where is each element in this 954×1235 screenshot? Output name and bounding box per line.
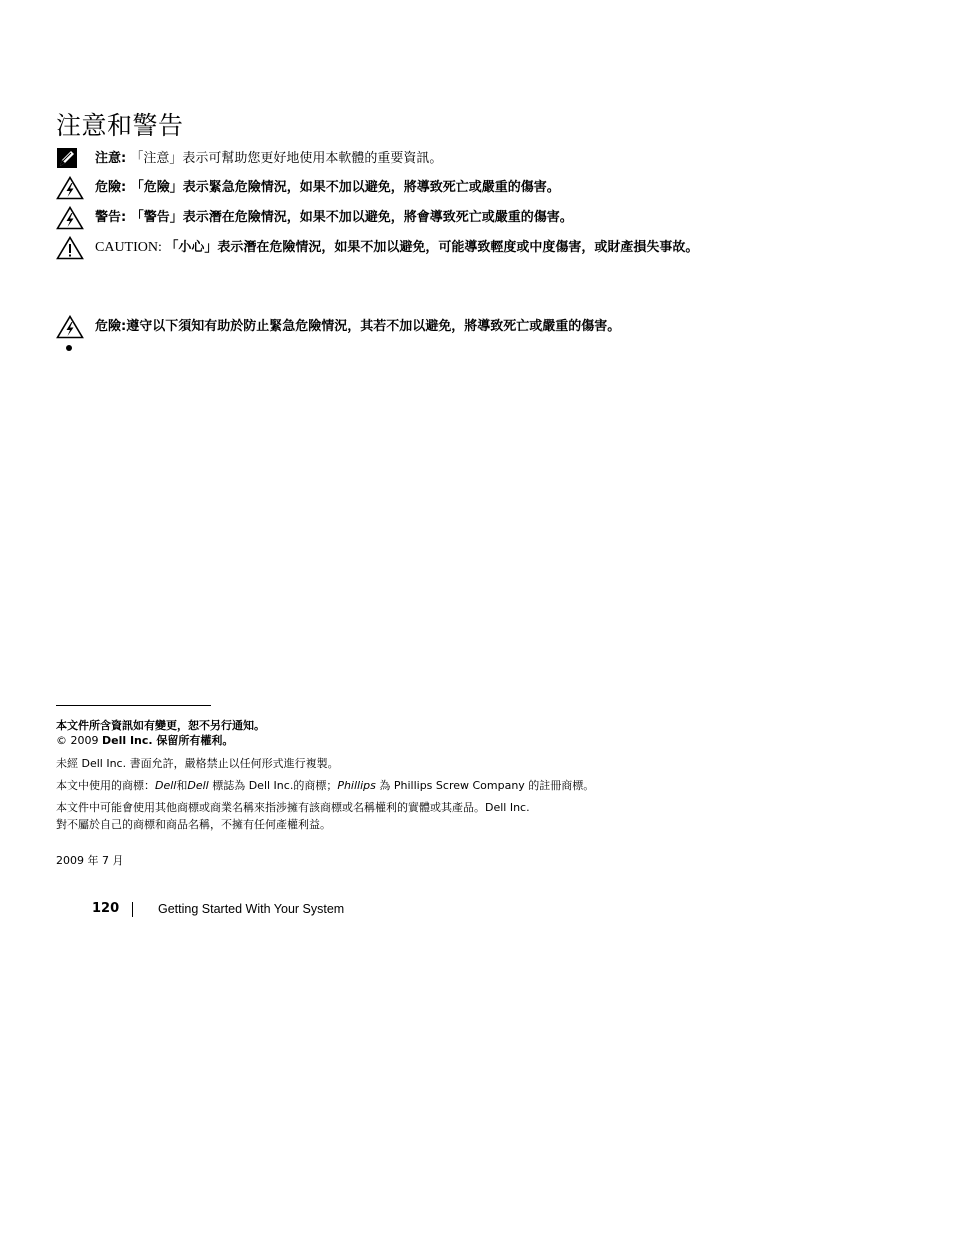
trademark-notice bbox=[56, 778, 594, 793]
copyright-year: 2009 bbox=[67, 734, 102, 747]
danger-label: 危險: bbox=[95, 180, 127, 195]
danger-text: 「危險」表示緊急危險情況，如果不加以避免，將導致死亡或嚴重的傷害。 bbox=[130, 180, 560, 195]
page-title: 注意和警告 bbox=[56, 111, 184, 140]
safety-danger-label: 危險: bbox=[95, 319, 127, 334]
lightning-warning-icon bbox=[56, 176, 84, 200]
copyright-rights: Dell Inc. 保留所有權利。 bbox=[102, 734, 234, 747]
trademark-text-d: 為 Phillips Screw Company 的註冊商標。 bbox=[375, 779, 595, 792]
lightning-warning-icon bbox=[56, 315, 84, 339]
publication-date: 2009 年 7 月 bbox=[56, 854, 124, 867]
footnote-notice: 本文件所含資訊如有變更，恕不另行通知。 bbox=[56, 719, 265, 732]
caution-text: 「小心」表示潛在危險情況，如果不加以避免，可能導致輕度或中度傷害，或財產損失事故。 bbox=[165, 240, 699, 255]
trademark-phillips: Phillips bbox=[337, 779, 376, 792]
footnote-divider bbox=[56, 705, 211, 706]
trademark-text-a: 本文中使用的商標： bbox=[56, 779, 155, 792]
other-trademarks-line1: 本文件中可能會使用其他商標或商業名稱來指涉擁有該商標或名稱權利的實體或其產品。Dell Inc. bbox=[56, 801, 530, 814]
copyright-line bbox=[56, 733, 233, 748]
warning-notice bbox=[56, 206, 573, 230]
page-number: 120 bbox=[92, 901, 120, 916]
footer-separator bbox=[132, 902, 133, 917]
reproduction-notice: 未經 Dell Inc. 書面允許，嚴格禁止以任何形式進行複製。 bbox=[56, 757, 339, 770]
caution-label: CAUTION: bbox=[95, 240, 166, 255]
exclamation-triangle-icon bbox=[56, 236, 84, 260]
other-trademarks-line2: 對不屬於自己的商標和商品名稱，不擁有任何產權利益。 bbox=[56, 818, 331, 831]
trademark-dell: Dell bbox=[155, 779, 177, 792]
trademark-text-c: 標誌為 Dell Inc.的商標； bbox=[208, 779, 338, 792]
copyright-symbol: © bbox=[56, 734, 67, 747]
pencil-note-icon bbox=[56, 147, 84, 171]
warning-label: 警告: bbox=[95, 210, 127, 225]
safety-danger-text: 遵守以下須知有助於防止緊急危險情況，其若不加以避免，將導致死亡或嚴重的傷害。 bbox=[126, 319, 621, 334]
list-bullet bbox=[66, 345, 72, 351]
trademark-dell-logo: Dell bbox=[187, 779, 209, 792]
note-text: 「注意」表示可幫助您更好地使用本軟體的重要資訊。 bbox=[130, 151, 443, 166]
note-notice bbox=[56, 147, 442, 171]
trademark-text-b: 和 bbox=[176, 779, 188, 792]
danger-notice bbox=[56, 176, 560, 200]
safety-danger-notice bbox=[56, 315, 620, 339]
warning-text: 「警告」表示潛在危險情況，如果不加以避免，將會導致死亡或嚴重的傷害。 bbox=[130, 210, 573, 225]
lightning-warning-icon bbox=[56, 206, 84, 230]
caution-notice bbox=[56, 236, 698, 260]
note-label: 注意: bbox=[95, 151, 127, 166]
footer-title: Getting Started With Your System bbox=[158, 902, 345, 916]
